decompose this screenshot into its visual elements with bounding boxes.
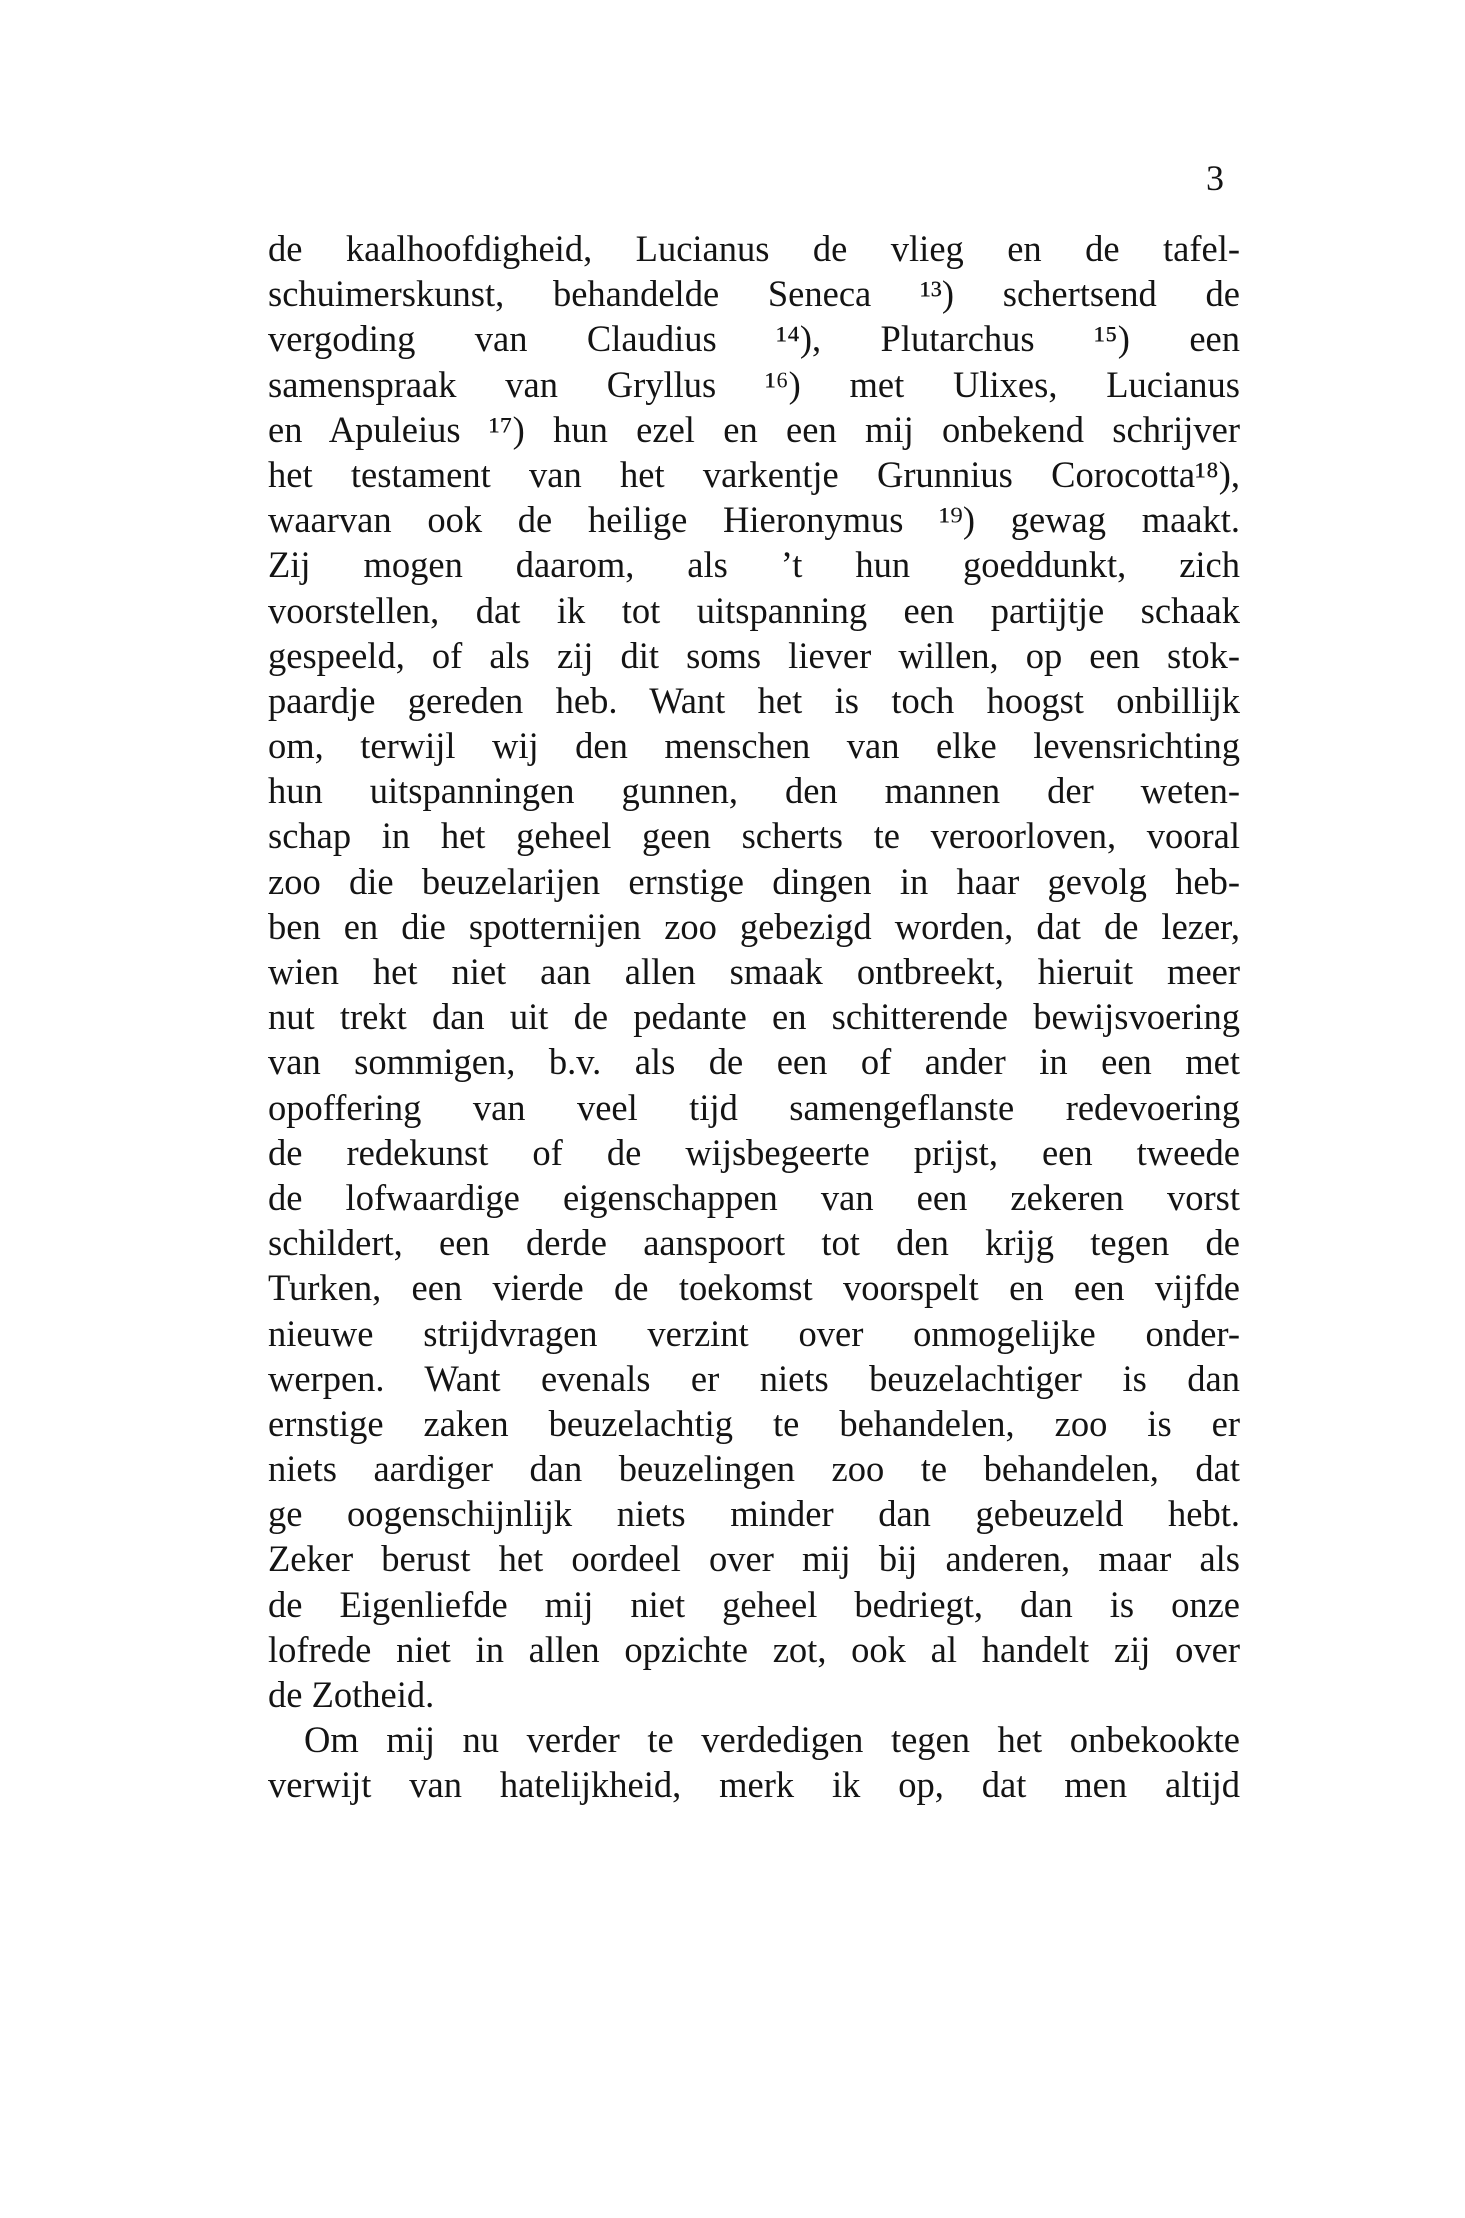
- text-line: samenspraak van Gryllus ¹⁶) met Ulixes, Lucianus: [268, 363, 1240, 405]
- paragraph: [268, 226, 1240, 1717]
- text-line: Om mij nu verder te verdedigen tegen het onbekookte: [304, 1719, 1240, 1761]
- text-line: ben en die spotternijen zoo gebezigd worden, dat de lezer,: [268, 905, 1240, 947]
- text-line: vergoding van Claudius ¹⁴), Plutarchus ¹⁵) een: [268, 318, 1240, 360]
- text-line: paardje gereden heb. Want het is toch hoogst onbillijk: [268, 679, 1240, 721]
- text-line: opoffering van veel tijd samengeflanste redevoering: [268, 1086, 1240, 1128]
- text-line: waarvan ook de heilige Hieronymus ¹⁹) gewag maakt.: [268, 499, 1240, 541]
- text-line: Turken, een vierde de toekomst voorspelt en een vijfde: [268, 1267, 1240, 1309]
- text-line: gespeeld, of als zij dit soms liever willen, op een stok-: [268, 634, 1240, 676]
- text-line: nut trekt dan uit de pedante en schitterende bewijsvoering: [268, 996, 1240, 1038]
- text-line: om, terwijl wij den menschen van elke levensrichting: [268, 725, 1240, 767]
- text-line: Zeker berust het oordeel over mij bij anderen, maar als: [268, 1538, 1240, 1580]
- body-text: [268, 226, 1240, 1808]
- text-line: nieuwe strijdvragen verzint over onmogelijke onder-: [268, 1312, 1240, 1354]
- text-line: verwijt van hatelijkheid, merk ik op, dat men altijd: [268, 1764, 1240, 1806]
- text-line: wien het niet aan allen smaak ontbreekt, hieruit meer: [268, 951, 1240, 992]
- text-line: hun uitspanningen gunnen, den mannen der weten-: [268, 770, 1240, 812]
- text-line: de redekunst of de wijsbegeerte prijst, een tweede: [268, 1131, 1240, 1173]
- text-line: de Zotheid.: [268, 1674, 435, 1715]
- text-line: ge oogenschijnlijk niets minder dan gebeuzeld hebt.: [268, 1493, 1240, 1535]
- text-line: de Eigenliefde mij niet geheel bedriegt, dan is onze: [268, 1583, 1240, 1625]
- text-line: de lofwaardige eigenschappen van een zekeren vorst: [268, 1176, 1240, 1218]
- text-line: de kaalhoofdigheid, Lucianus de vlieg en de tafel-: [268, 228, 1240, 269]
- text-line: ernstige zaken beuzelachtig te behandelen, zoo is er: [268, 1402, 1240, 1444]
- text-line: schuimerskunst, behandelde Seneca ¹³) schertsend de: [268, 273, 1240, 315]
- paragraph: [268, 1717, 1240, 1807]
- text-line: schap in het geheel geen scherts te veroorloven, vooral: [268, 815, 1240, 857]
- text-line: het testament van het varkentje Grunnius Corocotta¹⁸),: [268, 453, 1240, 495]
- text-line: lofrede niet in allen opzichte zot, ook al handelt zij over: [268, 1628, 1240, 1670]
- text-line: werpen. Want evenals er niets beuzelachtiger is dan: [268, 1357, 1240, 1399]
- text-line: Zij mogen daarom, als ’t hun goeddunkt, zich: [268, 544, 1240, 586]
- text-line: niets aardiger dan beuzelingen zoo te behandelen, dat: [268, 1448, 1240, 1490]
- text-line: van sommigen, b.v. als de een of ander in een met: [268, 1041, 1240, 1083]
- page-number: 3: [1206, 158, 1224, 198]
- text-line: zoo die beuzelarijen ernstige dingen in haar gevolg heb-: [268, 860, 1240, 902]
- text-line: schildert, een derde aanspoort tot den krijg tegen de: [268, 1222, 1240, 1264]
- text-line: en Apuleius ¹⁷) hun ezel en een mij onbekend schrijver: [268, 408, 1240, 450]
- text-line: voorstellen, dat ik tot uitspanning een partijtje schaak: [268, 589, 1240, 631]
